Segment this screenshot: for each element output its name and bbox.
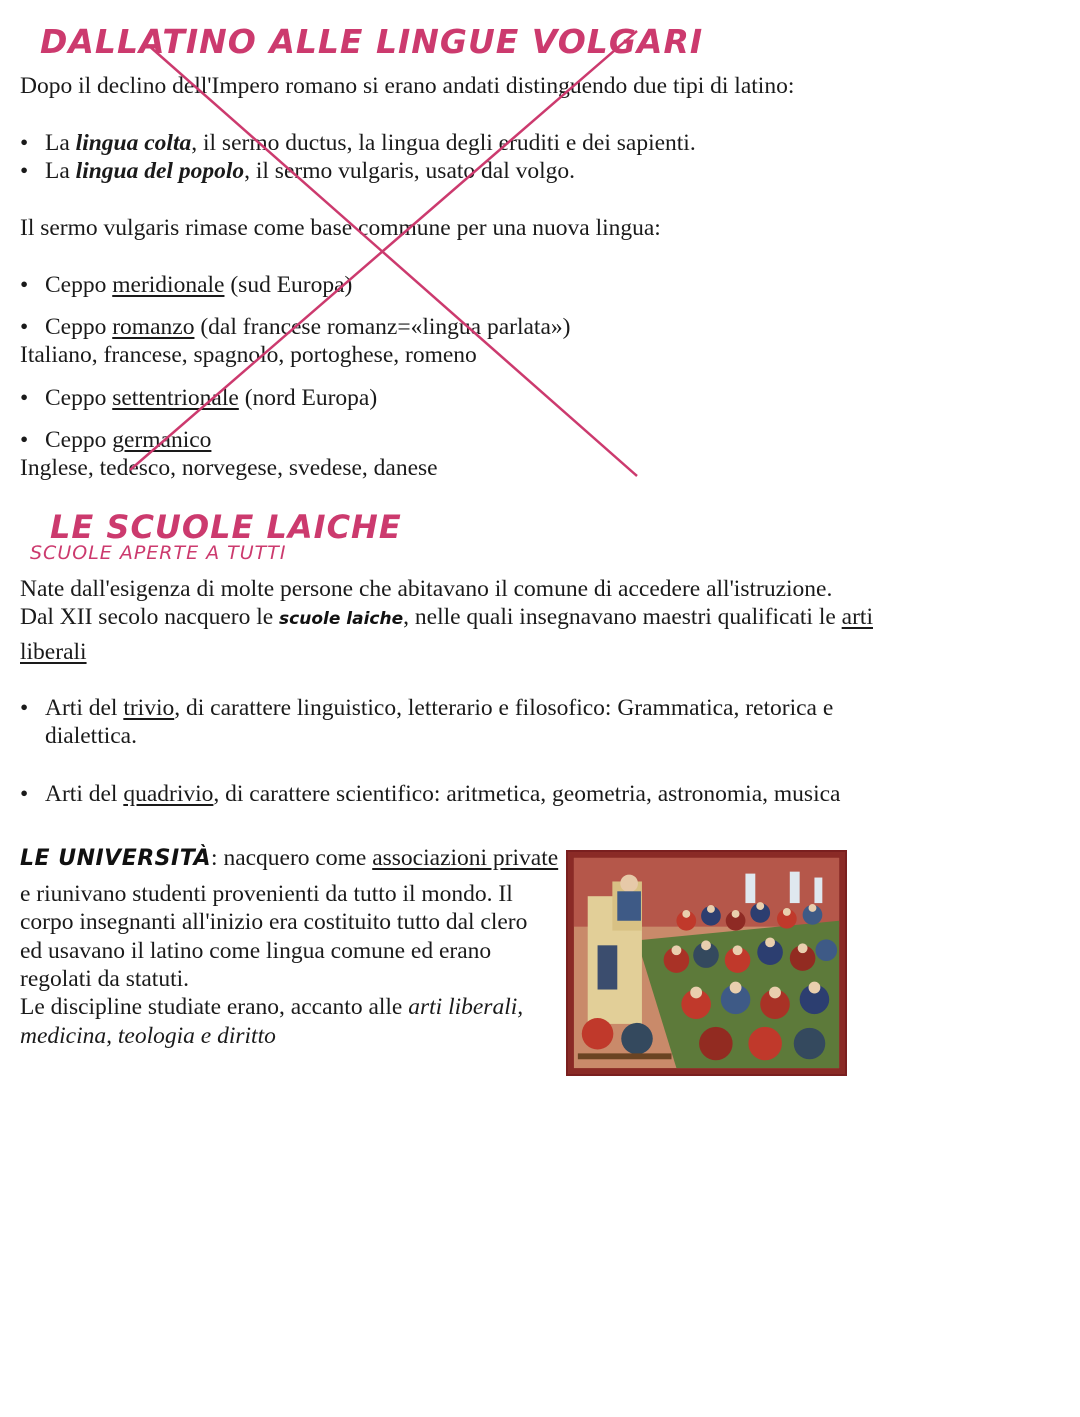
discipline-line-2: medicina, teologia e diritto bbox=[20, 1023, 276, 1049]
romanzo-languages: Italiano, francese, spagnolo, portoghese, romeno bbox=[20, 342, 477, 368]
arti-trivio: • Arti del trivio, di carattere linguistico, letterario e filosofico: Grammatica, retorica e bbox=[20, 695, 834, 721]
ceppo-romanzo: • Ceppo romanzo (dal francese romanz=«lingua parlata») bbox=[20, 314, 571, 340]
universita-line-1: e riunivano studenti provenienti da tutto il mondo. Il bbox=[20, 881, 513, 907]
ceppo-settentrionale: • Ceppo settentrionale (nord Europa) bbox=[20, 385, 378, 411]
section-title-universita: LE UNIVERSITÀ bbox=[20, 846, 212, 871]
universita-heading-line: LE UNIVERSITÀ: nacquero come associazioni private bbox=[20, 845, 559, 871]
ceppo-germanico: • Ceppo germanico bbox=[20, 427, 212, 453]
bullet-lingua-colta: • La lingua colta, il sermo ductus, la lingua degli eruditi e dei sapienti. bbox=[20, 130, 696, 156]
section-subtitle-scuole: SCUOLE APERTE A TUTTI bbox=[30, 542, 287, 564]
section-title-volgari: DALLATINO ALLE LINGUE VOLGARI bbox=[40, 22, 704, 61]
arti-quadrivio: • Arti del quadrivio, di carattere scientifico: aritmetica, geometria, astronomia, musica bbox=[20, 781, 841, 807]
scuole-line-1: Nate dall'esigenza di molte persone che abitavano il comune di accedere all'istruzione. bbox=[20, 576, 833, 602]
base-text: Il sermo vulgaris rimase come base commune per una nuova lingua: bbox=[20, 215, 661, 241]
university-lecture-miniature bbox=[566, 850, 847, 1076]
bullet-dot: • bbox=[20, 130, 29, 156]
ceppo-meridionale: • Ceppo meridionale (sud Europa) bbox=[20, 272, 353, 298]
scuole-line-2: Dal XII secolo nacquero le scuole laiche, nelle quali insegnavano maestri qualificati le arti bbox=[20, 604, 873, 630]
discipline-line-1: Le discipline studiate erano, accanto alle arti liberali, bbox=[20, 994, 524, 1020]
germanico-languages: Inglese, tedesco, norvegese, svedese, danese bbox=[20, 455, 438, 481]
bullet-lingua-popolo: • La lingua del popolo, il sermo vulgaris, usato dal volgo. bbox=[20, 158, 576, 184]
strike-cross bbox=[0, 0, 1080, 500]
scuole-line-3: liberali bbox=[20, 639, 87, 665]
universita-line-2: corpo insegnanti all'inizio era costituito tutto dal clero bbox=[20, 909, 528, 935]
universita-line-4: regolati da statuti. bbox=[20, 966, 190, 992]
bullet-dot: • bbox=[20, 158, 29, 184]
arti-trivio-cont: dialettica. bbox=[45, 723, 137, 749]
intro-text: Dopo il declino dell'Impero romano si erano andati distinguendo due tipi di latino: bbox=[20, 73, 795, 99]
section-title-scuole: LE SCUOLE LAICHE bbox=[50, 508, 402, 546]
universita-line-3: ed usavano il latino come lingua comune ed erano bbox=[20, 938, 492, 964]
cross-line-1 bbox=[148, 45, 637, 476]
